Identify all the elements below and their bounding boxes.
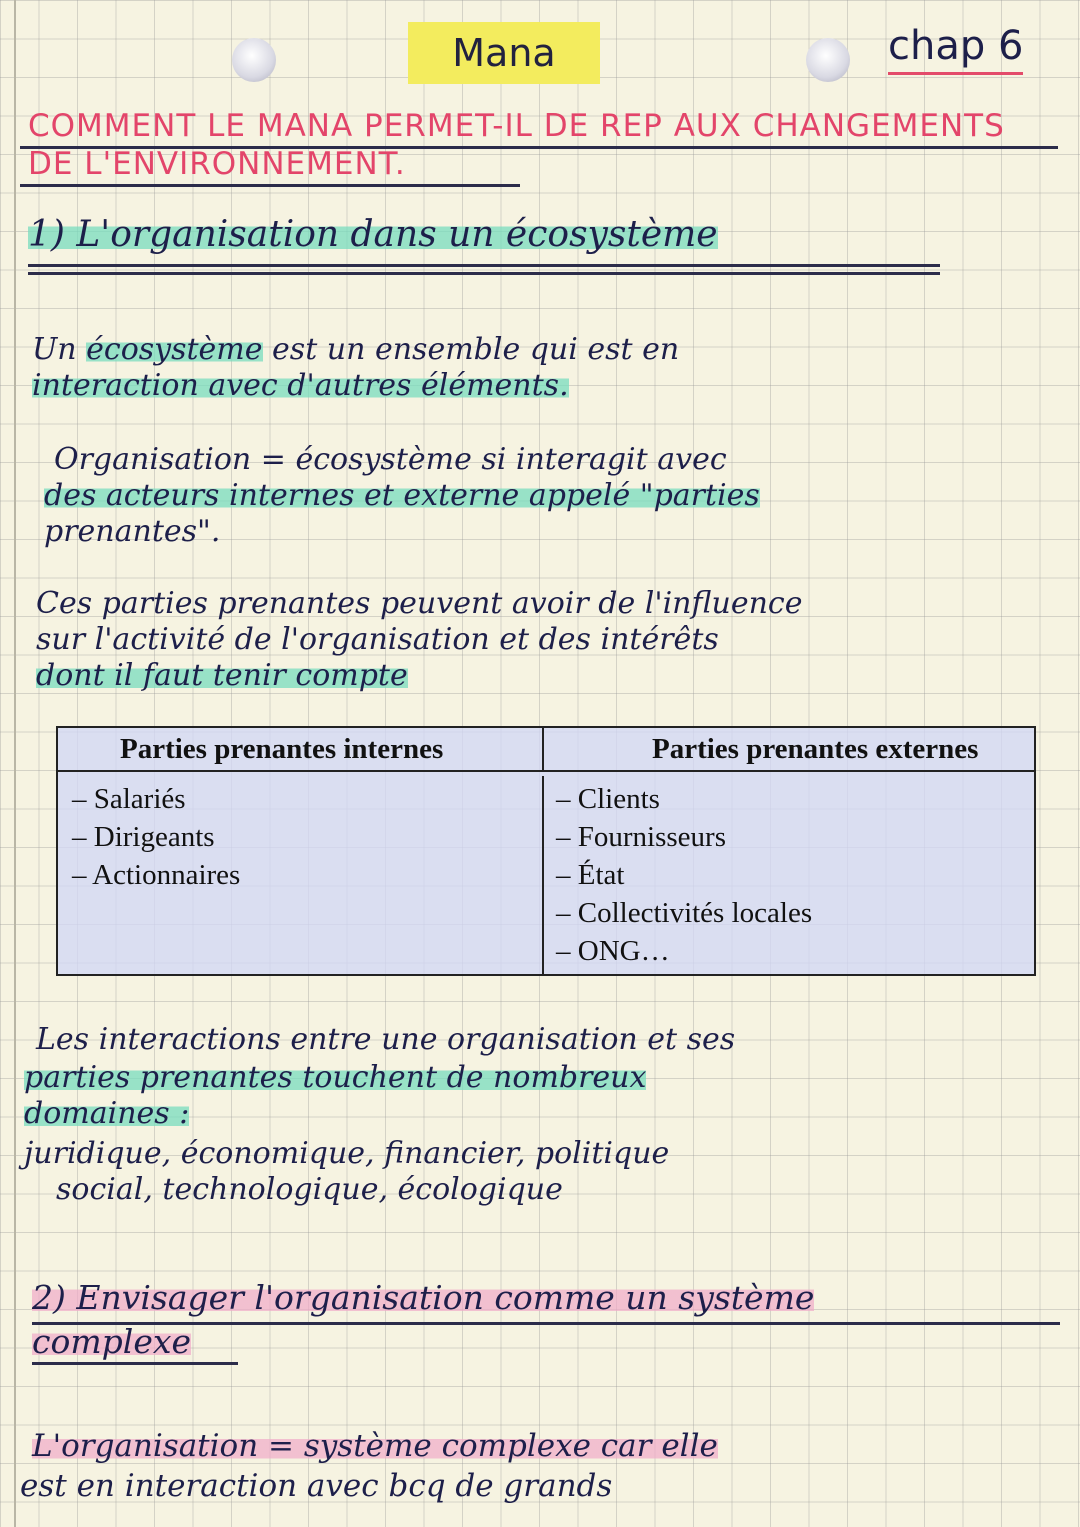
section2-underline-2 xyxy=(32,1362,238,1365)
external-stakeholders-list xyxy=(544,776,1034,974)
list-item: – État xyxy=(556,859,625,891)
stakeholders-influence-line1: Ces parties prenantes peuvent avoir de l'influence xyxy=(36,586,803,621)
stakeholders-influence-line3: dont il faut tenir compte xyxy=(36,658,408,693)
interactions-line2: parties prenantes touchent de nombreux xyxy=(24,1060,647,1095)
organisation-definition-line3: prenantes". xyxy=(44,514,221,549)
section1-underline xyxy=(28,264,940,267)
internal-stakeholders-list xyxy=(58,776,544,974)
margin-line xyxy=(14,0,16,1527)
complex-system-line1: L'organisation = système complexe car elle xyxy=(32,1428,718,1464)
list-item: – Clients xyxy=(556,783,660,815)
section1-heading: 1) L'organisation dans un écosystème xyxy=(28,214,718,255)
organisation-definition-line2: des acteurs internes et externe appelé "parties xyxy=(44,478,760,513)
title-underline-2 xyxy=(20,184,520,187)
binder-hole-left xyxy=(232,38,276,82)
table-header-internal: Parties prenantes internes xyxy=(58,728,544,772)
complex-system-line2: est en interaction avec bcq de grands xyxy=(20,1468,613,1504)
section2-heading-line1: 2) Envisager l'organisation comme un système xyxy=(32,1278,815,1317)
list-item: – Fournisseurs xyxy=(556,821,726,853)
interactions-domains-line1: juridique, économique, financier, politique xyxy=(24,1136,670,1171)
table-header-external: Parties prenantes externes xyxy=(544,728,1034,772)
list-item: – ONG… xyxy=(556,935,670,967)
subject-label: Mana xyxy=(408,22,600,84)
organisation-definition-line1: Organisation = écosystème si interagit avec xyxy=(54,442,727,477)
list-item: – Dirigeants xyxy=(72,821,215,853)
stakeholders-influence-line2: sur l'activité de l'organisation et des intérêts xyxy=(36,622,719,657)
stakeholders-table xyxy=(56,726,1036,976)
interactions-line3: domaines : xyxy=(24,1096,190,1131)
list-item: – Collectivités locales xyxy=(556,897,813,929)
page-title-line1: COMMENT LE MANA PERMET-IL DE REP AUX CHANGEMENTS xyxy=(28,108,1005,144)
ecosystem-definition-line2: interaction avec d'autres éléments. xyxy=(32,368,569,403)
list-item: – Actionnaires xyxy=(72,859,241,891)
section2-heading-line2: complexe xyxy=(32,1322,191,1361)
ecosystem-definition-line1: Un écosystème est un ensemble qui est en xyxy=(32,332,680,367)
chapter-label: chap 6 xyxy=(888,20,1023,75)
list-item: – Salariés xyxy=(72,783,186,815)
page-title-line2: DE L'ENVIRONNEMENT. xyxy=(28,146,406,182)
interactions-line1: Les interactions entre une organisation et ses xyxy=(36,1022,736,1057)
section1-underline-2 xyxy=(28,272,940,275)
interactions-domains-line2: social, technologique, écologique xyxy=(56,1172,563,1207)
binder-hole-right xyxy=(806,38,850,82)
